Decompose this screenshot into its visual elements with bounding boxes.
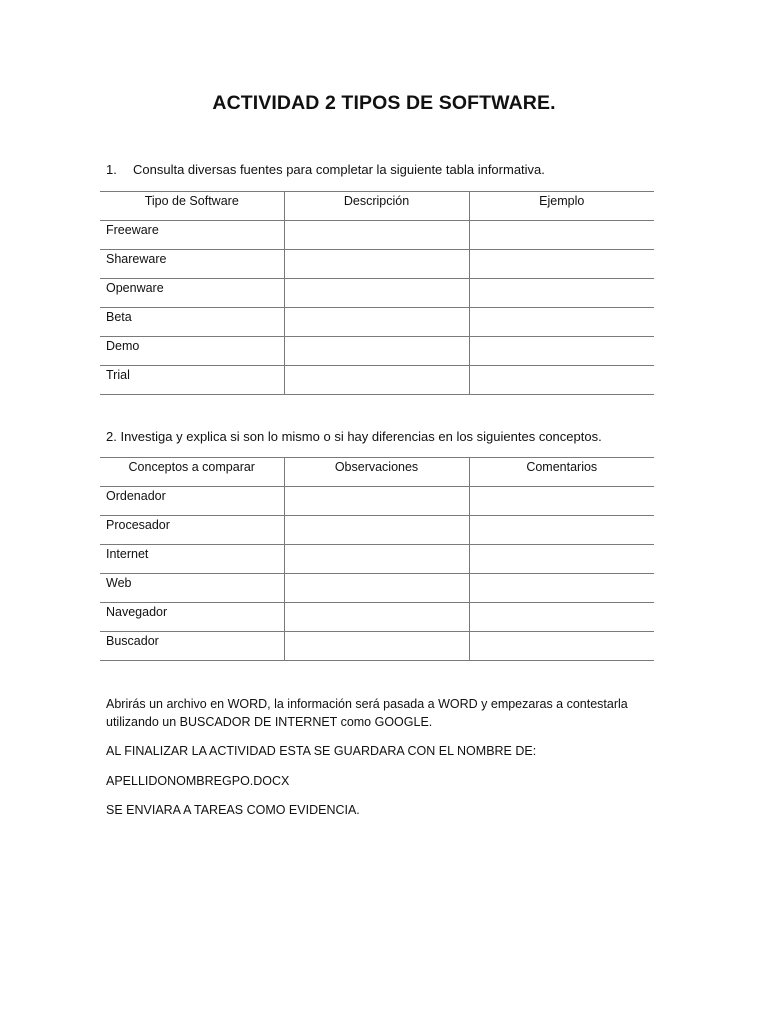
observaciones-cell[interactable] <box>284 487 469 516</box>
observaciones-cell[interactable] <box>284 632 469 661</box>
header-tipo-de-software: Tipo de Software <box>100 192 284 221</box>
header-conceptos-a-comparar: Conceptos a comparar <box>100 458 284 487</box>
document-title: ACTIVIDAD 2 TIPOS DE SOFTWARE. <box>212 92 556 114</box>
ejemplo-cell[interactable] <box>469 221 654 250</box>
table-header-row <box>100 192 654 221</box>
ejemplo-cell[interactable] <box>469 279 654 308</box>
descripcion-cell[interactable] <box>284 279 469 308</box>
row-label: Navegador <box>100 603 284 632</box>
ejemplo-cell[interactable] <box>469 366 654 395</box>
instruction-submit: SE ENVIARA A TAREAS COMO EVIDENCIA. <box>106 803 360 817</box>
row-label: Trial <box>100 366 284 395</box>
instruction-filename: APELLIDONOMBREGPO.DOCX <box>106 774 290 788</box>
table-row <box>100 337 654 366</box>
ejemplo-cell[interactable] <box>469 250 654 279</box>
row-label: Web <box>100 574 284 603</box>
row-label: Ordenador <box>100 487 284 516</box>
row-label: Beta <box>100 308 284 337</box>
observaciones-cell[interactable] <box>284 603 469 632</box>
table-row <box>100 545 654 574</box>
table-row <box>100 250 654 279</box>
instruction-save-name: AL FINALIZAR LA ACTIVIDAD ESTA SE GUARDARA CON EL NOMBRE DE: <box>106 744 537 758</box>
descripcion-cell[interactable] <box>284 308 469 337</box>
table-row <box>100 574 654 603</box>
concepts-comparison-table <box>100 457 654 661</box>
comentarios-cell[interactable] <box>469 545 654 574</box>
row-label: Demo <box>100 337 284 366</box>
table-row <box>100 487 654 516</box>
table-row <box>100 632 654 661</box>
question-1-text: Consulta diversas fuentes para completar la siguiente tabla informativa. <box>133 162 545 177</box>
row-label: Internet <box>100 545 284 574</box>
table-row <box>100 603 654 632</box>
observaciones-cell[interactable] <box>284 574 469 603</box>
header-descripcion: Descripción <box>284 192 469 221</box>
table-row <box>100 516 654 545</box>
question-2: 2. Investiga y explica si son lo mismo o si hay diferencias en los siguientes conceptos. <box>106 429 602 444</box>
row-label: Freeware <box>100 221 284 250</box>
comentarios-cell[interactable] <box>469 516 654 545</box>
comentarios-cell[interactable] <box>469 603 654 632</box>
row-label: Shareware <box>100 250 284 279</box>
descripcion-cell[interactable] <box>284 250 469 279</box>
descripcion-cell[interactable] <box>284 366 469 395</box>
descripcion-cell[interactable] <box>284 221 469 250</box>
descripcion-cell[interactable] <box>284 337 469 366</box>
table-row <box>100 279 654 308</box>
row-label: Procesador <box>100 516 284 545</box>
ejemplo-cell[interactable] <box>469 337 654 366</box>
table-row <box>100 308 654 337</box>
question-1 <box>106 162 545 177</box>
table-header-row <box>100 458 654 487</box>
row-label: Buscador <box>100 632 284 661</box>
header-comentarios: Comentarios <box>469 458 654 487</box>
question-1-number: 1. <box>106 162 117 177</box>
comentarios-cell[interactable] <box>469 574 654 603</box>
header-ejemplo: Ejemplo <box>469 192 654 221</box>
observaciones-cell[interactable] <box>284 545 469 574</box>
comentarios-cell[interactable] <box>469 632 654 661</box>
row-label: Openware <box>100 279 284 308</box>
table-row <box>100 366 654 395</box>
comentarios-cell[interactable] <box>469 487 654 516</box>
software-types-table <box>100 191 654 395</box>
instruction-paragraph: Abrirás un archivo en WORD, la información será pasada a WORD y empezaras a contestarla utilizando un BUSCADOR DE INTERNET como GOOGLE. <box>106 697 628 729</box>
header-observaciones: Observaciones <box>284 458 469 487</box>
ejemplo-cell[interactable] <box>469 308 654 337</box>
observaciones-cell[interactable] <box>284 516 469 545</box>
table-row <box>100 221 654 250</box>
